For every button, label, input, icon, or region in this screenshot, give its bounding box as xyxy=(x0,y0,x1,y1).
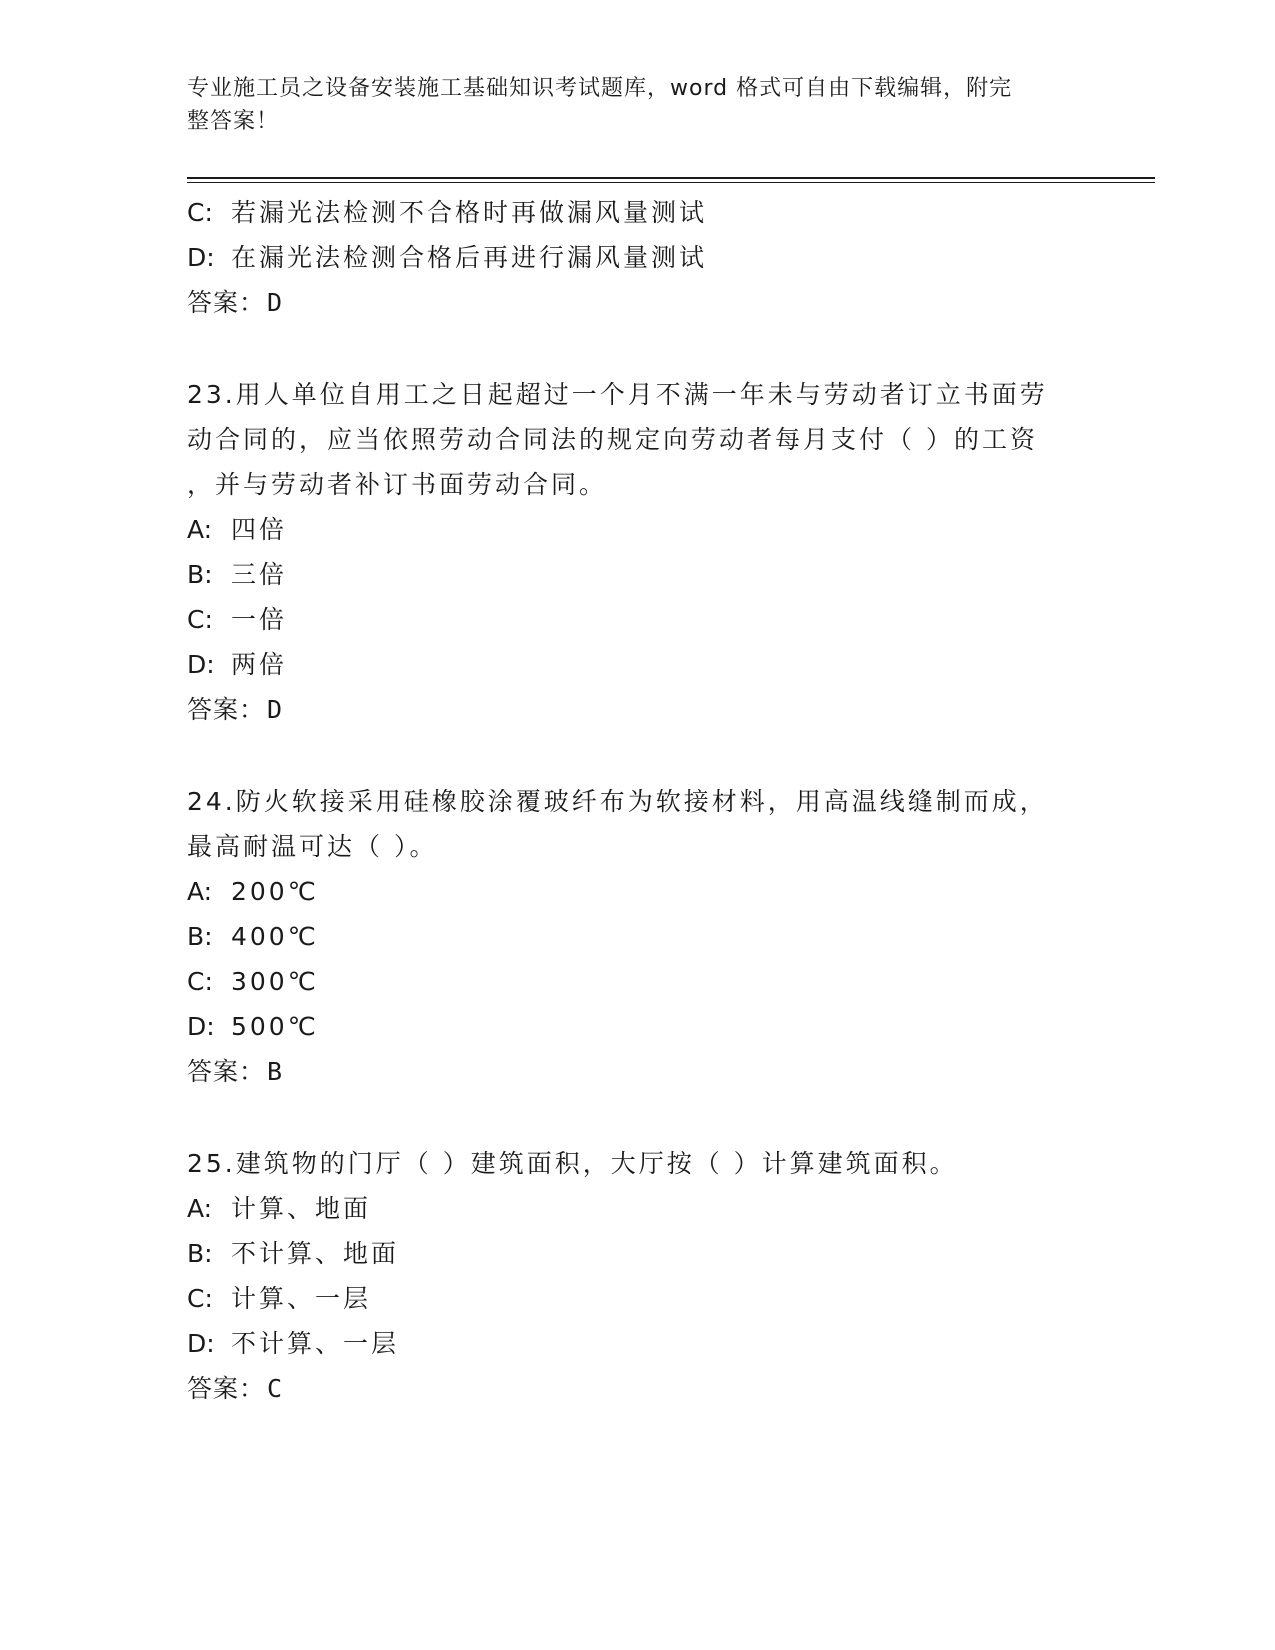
question-25 xyxy=(187,1141,1087,1411)
option-a xyxy=(187,507,1087,552)
option-text: 400℃ xyxy=(231,922,319,951)
option-letter: A: xyxy=(187,877,213,906)
question-text xyxy=(187,1141,1067,1186)
option-text: 200℃ xyxy=(231,877,319,906)
option-letter: C: xyxy=(187,1284,213,1313)
option-letter: A: xyxy=(187,515,213,544)
header-rule-thin xyxy=(187,182,1155,183)
option-c xyxy=(187,1276,1087,1321)
answer-label: 答案： xyxy=(187,288,266,317)
option-letter: C: xyxy=(187,198,213,227)
option-a xyxy=(187,869,1087,914)
option-c xyxy=(187,597,1087,642)
option-text: 不计算、地面 xyxy=(231,1239,400,1268)
question-text-line: 23.用人单位自用工之日起超过一个月不满一年未与劳动者订立书面劳 xyxy=(187,380,1048,409)
option-d xyxy=(187,642,1087,687)
question-text-line: 25.建筑物的门厅（ ）建筑面积，大厅按（ ）计算建筑面积。 xyxy=(187,1149,958,1178)
option-text: 在漏光法检测合格后再进行漏风量测试 xyxy=(231,243,708,272)
option-letter: C: xyxy=(187,605,213,634)
question-spacer xyxy=(187,1094,1087,1141)
option-letter: D: xyxy=(187,243,215,272)
option-letter: B: xyxy=(187,1239,213,1268)
header-rule-thick xyxy=(187,177,1155,179)
document-header xyxy=(187,72,1067,138)
question-content xyxy=(187,190,1087,1411)
option-letter: B: xyxy=(187,560,213,589)
option-letter: B: xyxy=(187,922,213,951)
option-letter: D: xyxy=(187,1012,215,1041)
answer-value: D xyxy=(267,288,284,317)
option-text: 300℃ xyxy=(231,967,319,996)
answer-label: 答案： xyxy=(187,1374,266,1403)
option-text: 若漏光法检测不合格时再做漏风量测试 xyxy=(231,198,708,227)
option-b xyxy=(187,552,1087,597)
option-c xyxy=(187,959,1087,1004)
prev-question xyxy=(187,190,1087,325)
question-text xyxy=(187,779,1067,869)
header-line-1: 专业施工员之设备安装施工基础知识考试题库，word 格式可自由下载编辑，附完 xyxy=(187,76,1013,101)
option-text: 三倍 xyxy=(231,560,288,589)
option-letter: D: xyxy=(187,1329,215,1358)
question-text-line: 动合同的，应当依照劳动合同法的规定向劳动者每月支付（ ）的工资 xyxy=(187,425,1038,454)
answer-line xyxy=(187,280,1087,325)
option-d xyxy=(187,1004,1087,1049)
question-text-line: 最高耐温可达（ ）。 xyxy=(187,832,438,861)
header-line-2: 整答案！ xyxy=(187,109,280,134)
option-text: 一倍 xyxy=(231,605,288,634)
option-text: 500℃ xyxy=(231,1012,319,1041)
question-text-line: 24.防火软接采用硅橡胶涂覆玻纤布为软接材料，用高温线缝制而成， xyxy=(187,787,1048,816)
answer-label: 答案： xyxy=(187,695,266,724)
option-a xyxy=(187,1186,1087,1231)
option-text: 不计算、一层 xyxy=(231,1329,400,1358)
answer-line xyxy=(187,687,1087,732)
answer-value: B xyxy=(267,1057,284,1086)
option-text: 计算、一层 xyxy=(231,1284,372,1313)
answer-line xyxy=(187,1049,1087,1094)
answer-value: C xyxy=(267,1374,284,1403)
question-24 xyxy=(187,779,1087,1094)
option-c xyxy=(187,190,1087,235)
option-d xyxy=(187,235,1087,280)
question-spacer xyxy=(187,325,1087,372)
option-b xyxy=(187,914,1087,959)
option-text: 计算、地面 xyxy=(231,1194,372,1223)
question-text-line: ，并与劳动者补订书面劳动合同。 xyxy=(187,470,608,499)
answer-value: D xyxy=(267,695,284,724)
answer-label: 答案： xyxy=(187,1057,266,1086)
question-23 xyxy=(187,372,1087,732)
option-b xyxy=(187,1231,1087,1276)
option-letter: D: xyxy=(187,650,215,679)
option-letter: C: xyxy=(187,967,213,996)
option-text: 两倍 xyxy=(231,650,288,679)
question-text xyxy=(187,372,1067,507)
option-letter: A: xyxy=(187,1194,213,1223)
answer-line xyxy=(187,1366,1087,1411)
question-spacer xyxy=(187,732,1087,779)
option-text: 四倍 xyxy=(231,515,288,544)
option-d xyxy=(187,1321,1087,1366)
